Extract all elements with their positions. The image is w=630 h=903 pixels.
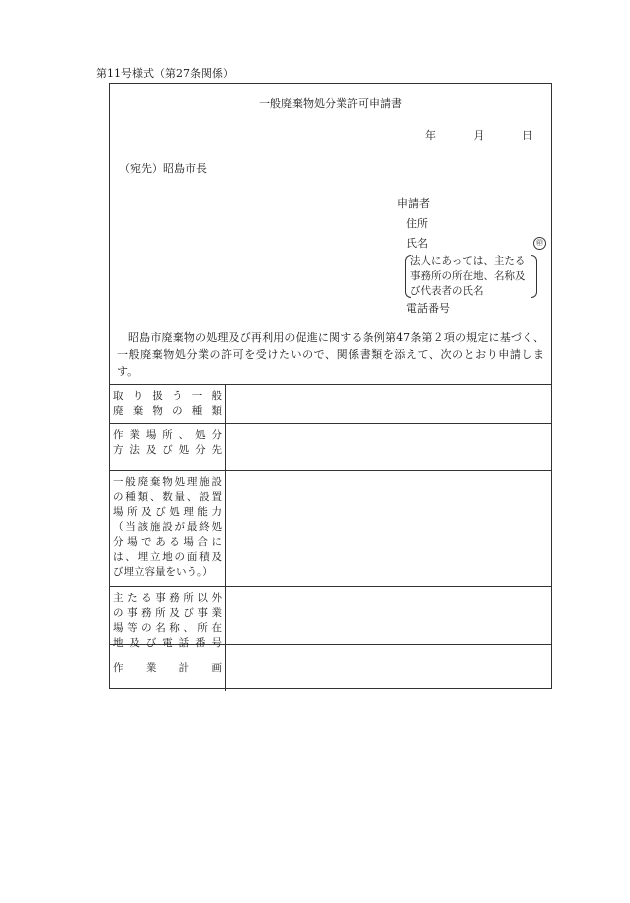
corporate-note-line: 事務所の所在地、名称及 [410, 270, 526, 282]
label-line: 取り扱う一般 [113, 390, 222, 402]
row-label [110, 587, 226, 649]
waste-type-field[interactable] [226, 385, 551, 423]
label-line: の事務所及び事業 [113, 607, 222, 619]
label-line: 分場である場合に [113, 536, 222, 548]
facility-field[interactable] [226, 471, 551, 586]
row-label [110, 385, 226, 423]
label-line: 廃棄物の種類 [113, 405, 222, 417]
label-line: 方法及び処分先 [113, 444, 222, 456]
applicant-name-label: 氏名 [406, 237, 428, 250]
label-line: 一般廃棄物処理施設 [113, 476, 222, 488]
work-site-field[interactable] [226, 424, 551, 470]
table-row [110, 645, 551, 691]
applicant-name-row [397, 234, 546, 254]
label-line: 作業計画 [113, 661, 222, 674]
table-row [110, 587, 551, 649]
label-line: 地及び電話番号 [113, 637, 222, 649]
work-plan-field[interactable] [226, 645, 551, 691]
other-offices-field[interactable] [226, 587, 551, 644]
label-line: （当該施設が最終処 [113, 521, 222, 533]
date-month: 月 [473, 129, 485, 142]
seal-icon: ㊞ [533, 237, 546, 250]
date-year: 年 [425, 129, 436, 142]
form-number: 第11号様式（第27条関係） [96, 67, 234, 80]
label-line: 主たる事務所以外 [113, 592, 222, 604]
row-label [110, 471, 226, 586]
label-line: 場所及び処理能力 [113, 506, 222, 518]
application-form [109, 83, 552, 689]
corporate-note-line: 法人にあっては、主たる [410, 255, 526, 267]
details-table [110, 384, 551, 691]
corporate-note-line: び代表者の氏名 [410, 285, 484, 297]
table-row [110, 385, 551, 424]
row-label [110, 424, 226, 470]
table-row [110, 424, 551, 471]
application-statement: 昭島市廃棄物の処理及び再利用の促進に関する条例第47条第２項の規定に基づく、一般廃棄物処分業の許可を受けたいので、関係書類を添えて、次のとおり申請します。 [117, 331, 544, 378]
corporate-note [405, 254, 537, 299]
applicant-address-label: 住所 [406, 217, 428, 230]
applicant-block [397, 194, 546, 319]
label-line: 場等の名称、所在 [113, 622, 222, 634]
row-label [110, 645, 226, 691]
label-line: 作業場所、処分 [113, 429, 222, 441]
applicant-heading: 申請者 [397, 197, 430, 210]
form-title: 一般廃棄物処分業許可申請書 [259, 97, 402, 110]
date-line [415, 127, 533, 143]
date-day: 日 [522, 129, 533, 142]
table-row [110, 471, 551, 587]
label-line: は、埋立地の面積及 [113, 551, 222, 563]
label-line: の種類、数量、設置 [113, 491, 222, 503]
label-line: び埋立容量をいう。） [113, 566, 213, 578]
addressee: （宛先）昭島市長 [119, 162, 207, 175]
applicant-phone-label: 電話番号 [406, 302, 450, 315]
